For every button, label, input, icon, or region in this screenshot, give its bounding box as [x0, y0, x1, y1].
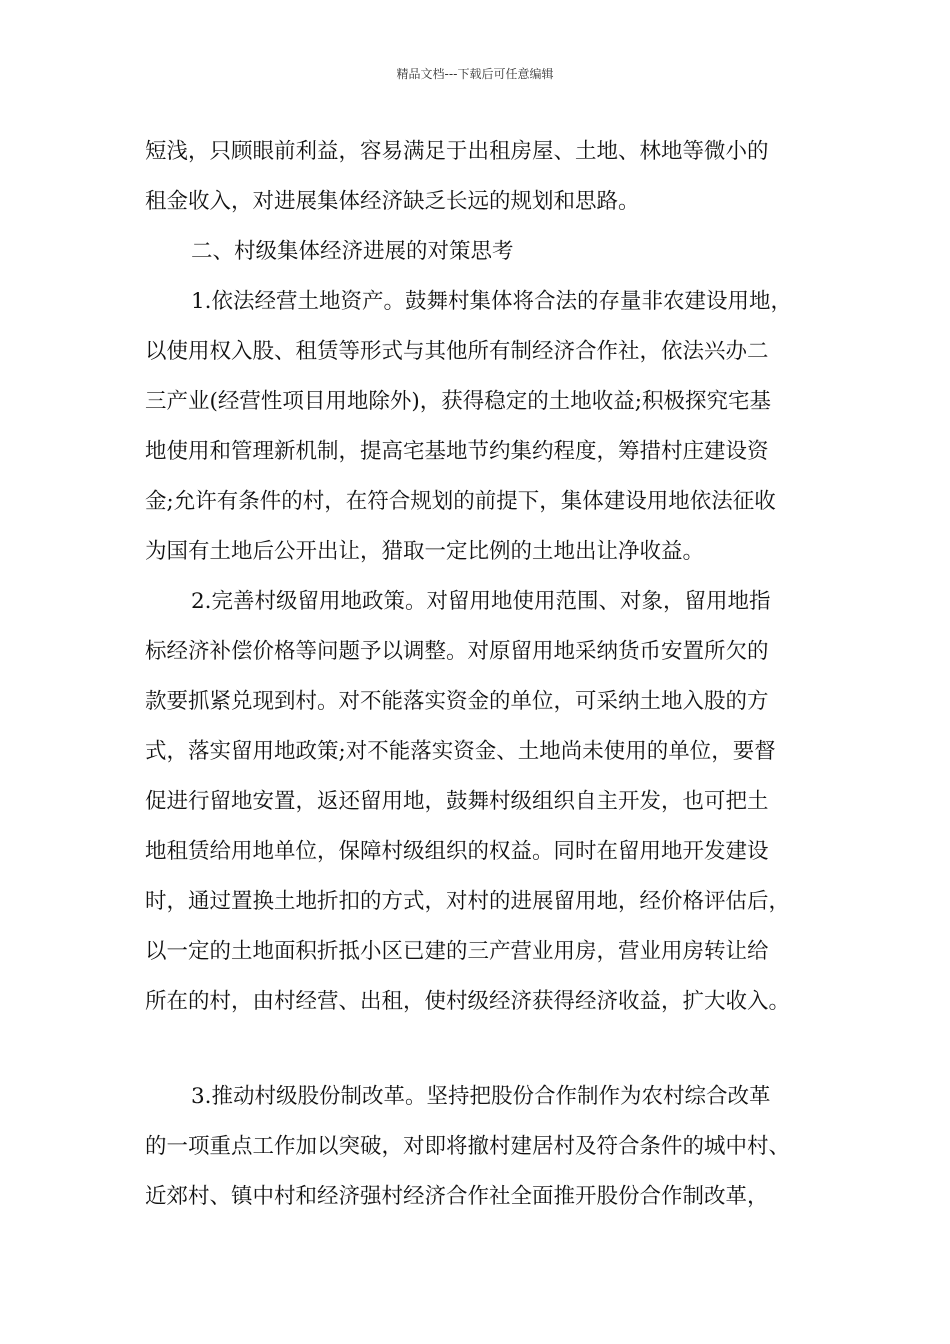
paragraph-1 [145, 277, 825, 577]
paragraph-2 [145, 577, 825, 1027]
text-line: 金;允许有条件的村，在符合规划的前提下，集体建设用地依法征收 [145, 489, 776, 514]
paragraph-3 [145, 1072, 825, 1222]
text-line: 租金收入，对进展集体经济缺乏长远的规划和思路。 [145, 189, 640, 214]
text-line: 地使用和管理新机制，提高宅基地节约集约程度，筹措村庄建设资 [145, 439, 769, 464]
text-line: 款要抓紧兑现到村。对不能落实资金的单位，可采纳土地入股的方 [145, 689, 769, 714]
text-line: 式，落实留用地政策;对不能落实资金、土地尚未使用的单位，要督 [145, 739, 776, 764]
text-line: 以一定的土地面积折抵小区已建的三产营业用房，营业用房转让给 [145, 939, 769, 964]
text-line: 1.依法经营土地资产。鼓舞村集体将合法的存量非农建设用地， [191, 289, 793, 314]
paragraph-continuation [145, 127, 825, 227]
text-line: 所在的村，由村经营、出租，使村级经济获得经济收益，扩大收入。 [145, 989, 791, 1014]
text-line: 为国有土地后公开出让，猎取一定比例的土地出让净收益。 [145, 539, 705, 564]
text-line: 标经济补偿价格等问题予以调整。对原留用地采纳货币安置所欠的 [145, 639, 769, 664]
text-line: 的一项重点工作加以突破，对即将撤村建居村及符合条件的城中村、 [145, 1134, 791, 1159]
text-line: 短浅，只顾眼前利益，容易满足于出租房屋、土地、林地等微小的 [145, 139, 769, 164]
text-line: 三产业(经营性项目用地除外)，获得稳定的土地收益;积极探究宅基 [145, 389, 772, 414]
section-heading-block [145, 227, 825, 277]
page-header: 精品文档---下载后可任意编辑 [396, 67, 554, 81]
text-line: 地租赁给用地单位，保障村级组织的权益。同时在留用地开发建设 [145, 839, 769, 864]
section-heading: 二、村级集体经济进展的对策思考 [191, 239, 514, 264]
text-line: 以使用权入股、租赁等形式与其他所有制经济合作社，依法兴办二 [145, 339, 769, 364]
text-line: 2.完善村级留用地政策。对留用地使用范围、对象，留用地指 [191, 589, 771, 614]
text-line: 近郊村、镇中村和经济强村经济合作社全面推开股份合作制改革， [145, 1184, 769, 1209]
text-line: 时，通过置换土地折扣的方式，对村的进展留用地，经价格评估后， [145, 889, 791, 914]
text-line: 促进行留地安置，返还留用地，鼓舞村级组织自主开发，也可把土 [145, 789, 769, 814]
text-line: 3.推动村级股份制改革。坚持把股份合作制作为农村综合改革 [191, 1084, 771, 1109]
